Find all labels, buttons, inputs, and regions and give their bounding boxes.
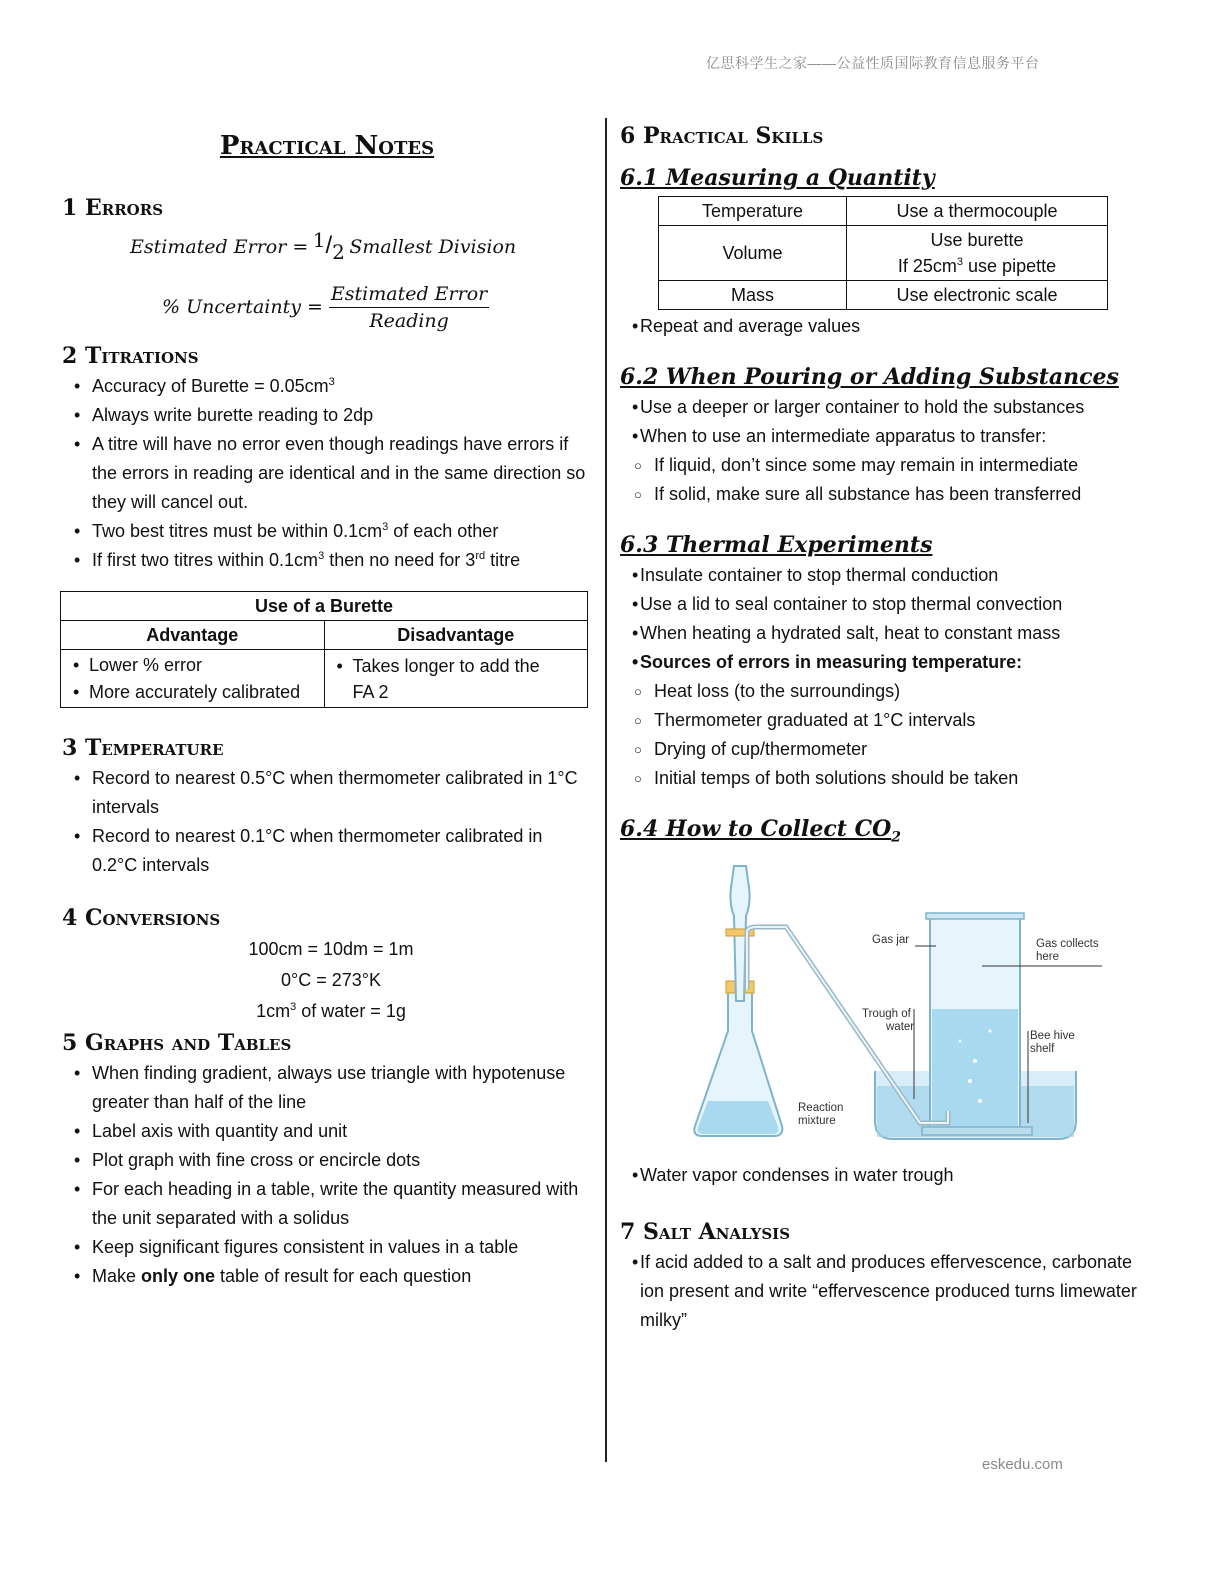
burette-table-title: Use of a Burette xyxy=(61,592,588,621)
table-cell: Temperature xyxy=(659,197,847,226)
column-divider xyxy=(605,118,607,1462)
list-item: • Use a deeper or larger container to hold the substances xyxy=(620,393,1160,422)
titrations-list xyxy=(62,372,592,575)
skills-heading: 6 Practical Skills xyxy=(620,123,824,149)
list-item: • Lower % error xyxy=(61,652,301,679)
list-item: • Two best titres must be within $0.1cm^3$ of each other xyxy=(62,517,592,546)
trough-label-1: Trough of xyxy=(862,1008,911,1021)
pouring-heading: 6.2 When Pouring or Adding Substances xyxy=(620,364,1119,390)
list-item: • If acid added to a salt and produces effervescence, carbonate ion present and write “effervescence produced turns limewater milky” xyxy=(620,1248,1160,1335)
list-item: • Use a lid to seal container to stop thermal convection xyxy=(620,590,1160,619)
advantage-header: Advantage xyxy=(61,621,325,650)
list-item: • Water vapor condenses in water trough xyxy=(620,1161,1160,1190)
table-cell: Use a thermocouple xyxy=(847,197,1108,226)
measuring-list xyxy=(620,312,1160,341)
list-item: • Always write burette reading to 2dp xyxy=(62,401,592,430)
table-cell: Use electronic scale xyxy=(847,281,1108,310)
list-item: ○ Drying of cup/thermometer xyxy=(620,735,1160,764)
graphs-heading: 5 Graphs and Tables xyxy=(62,1030,292,1056)
list-item: ○ If solid, make sure all substance has been transferred xyxy=(620,480,1160,509)
list-item: • Plot graph with fine cross or encircle dots xyxy=(62,1146,592,1175)
list-item: • Keep significant figures consistent in values in a table xyxy=(62,1233,592,1262)
conversions-heading: 4 Conversions xyxy=(62,905,221,931)
thermal-heading: 6.3 Thermal Experiments xyxy=(620,532,933,558)
conversion-line: 0°C = 273°K xyxy=(281,970,381,990)
gas-collects-label-1: Gas collects xyxy=(1036,938,1099,951)
list-item: • More accurately calibrated xyxy=(61,679,301,705)
reaction-label-1: Reaction xyxy=(798,1102,844,1115)
pouring-list xyxy=(620,393,1160,509)
table-cell: Use burette If $25cm^3$ use pipette xyxy=(847,226,1108,281)
list-item: ○ Initial temps of both solutions should be taken xyxy=(620,764,1160,793)
list-item: • If first two titres within $0.1cm^3$ then no need for 3rd titre xyxy=(62,546,592,575)
measuring-table xyxy=(658,196,1108,310)
co2-list xyxy=(620,1161,1160,1190)
list-item: • Repeat and average values xyxy=(620,312,1160,341)
gas-collects-label-2: here xyxy=(1036,951,1060,964)
salt-list xyxy=(620,1248,1160,1335)
trough-label-2: water xyxy=(886,1021,915,1034)
gas-jar-label: Gas jar xyxy=(872,934,910,947)
list-item: • Sources of errors in measuring temperature: xyxy=(620,648,1160,677)
thermal-list xyxy=(620,561,1160,793)
conversion-line: $1cm^3$ of water = 1g xyxy=(256,1001,406,1021)
list-item: • Make only one table of result for each question xyxy=(62,1262,592,1291)
right-column xyxy=(620,118,1160,1335)
gas-collection-diagram xyxy=(690,861,1110,1161)
conversion-line: 100cm = 10dm = 1m xyxy=(248,939,414,959)
advantage-cell xyxy=(61,650,325,708)
list-item: ○ Heat loss (to the surroundings) xyxy=(620,677,1160,706)
page-header: 亿思科学生之家——公益性质国际教育信息服务平台 xyxy=(706,55,1040,71)
list-item: ○ If liquid, don’t since some may remain in intermediate xyxy=(620,451,1160,480)
table-cell: Volume xyxy=(659,226,847,281)
list-item: • When finding gradient, always use triangle with hypotenuse greater than half of the line xyxy=(62,1059,592,1117)
page-title: Practical Notes xyxy=(219,131,435,161)
bee-hive-label-1: Bee hive xyxy=(1030,1030,1075,1043)
list-item: • Record to nearest 0.5°C when thermometer calibrated in 1°C intervals xyxy=(62,764,592,822)
errors-heading: 1 Errors xyxy=(62,195,164,221)
bee-hive-label-2: shelf xyxy=(1030,1043,1055,1056)
temperature-list xyxy=(62,764,592,880)
error-formula-2: % Uncertainty = Estimated Error Reading xyxy=(162,282,488,332)
error-formula-1: Estimated Error = 1/2 Smallest Division xyxy=(130,228,517,264)
reaction-mixture xyxy=(698,1101,779,1134)
graphs-list xyxy=(62,1059,592,1291)
disadvantage-cell xyxy=(324,650,588,708)
list-item: • Insulate container to stop thermal conduction xyxy=(620,561,1160,590)
list-item: • Record to nearest 0.1°C when thermometer calibrated in 0.2°C intervals xyxy=(62,822,592,880)
list-item: ○ Thermometer graduated at 1°C intervals xyxy=(620,706,1160,735)
list-item: • Label axis with quantity and unit xyxy=(62,1117,592,1146)
salt-heading: 7 Salt Analysis xyxy=(620,1219,791,1246)
bee-hive-shelf xyxy=(922,1127,1032,1135)
list-item: • For each heading in a table, write the quantity measured with the unit separated with a solidus xyxy=(62,1175,592,1233)
list-item: • Accuracy of Burette = $0.05cm^3$ xyxy=(62,372,592,401)
titrations-heading: 2 Titrations xyxy=(62,343,199,369)
list-item: • A titre will have no error even though readings have errors if the errors in reading are identical and in the same direction so they will cancel out. xyxy=(62,430,592,517)
co2-heading: 6.4 How to Collect $CO_2$ xyxy=(620,816,902,846)
left-column xyxy=(62,118,592,1291)
temperature-heading: 3 Temperature xyxy=(62,735,224,761)
table-cell: Mass xyxy=(659,281,847,310)
page-footer: eskedu.com xyxy=(982,1456,1063,1473)
list-item: • When heating a hydrated salt, heat to constant mass xyxy=(620,619,1160,648)
list-item: • When to use an intermediate apparatus to transfer: xyxy=(620,422,1160,451)
burette-table xyxy=(60,591,588,708)
measuring-heading: 6.1 Measuring a Quantity xyxy=(620,165,935,191)
jar-water xyxy=(932,1009,1018,1129)
reaction-label-2: mixture xyxy=(798,1115,836,1128)
disadvantage-header: Disadvantage xyxy=(324,621,588,650)
list-item: • Takes longer to add the FA 2 xyxy=(325,653,565,705)
